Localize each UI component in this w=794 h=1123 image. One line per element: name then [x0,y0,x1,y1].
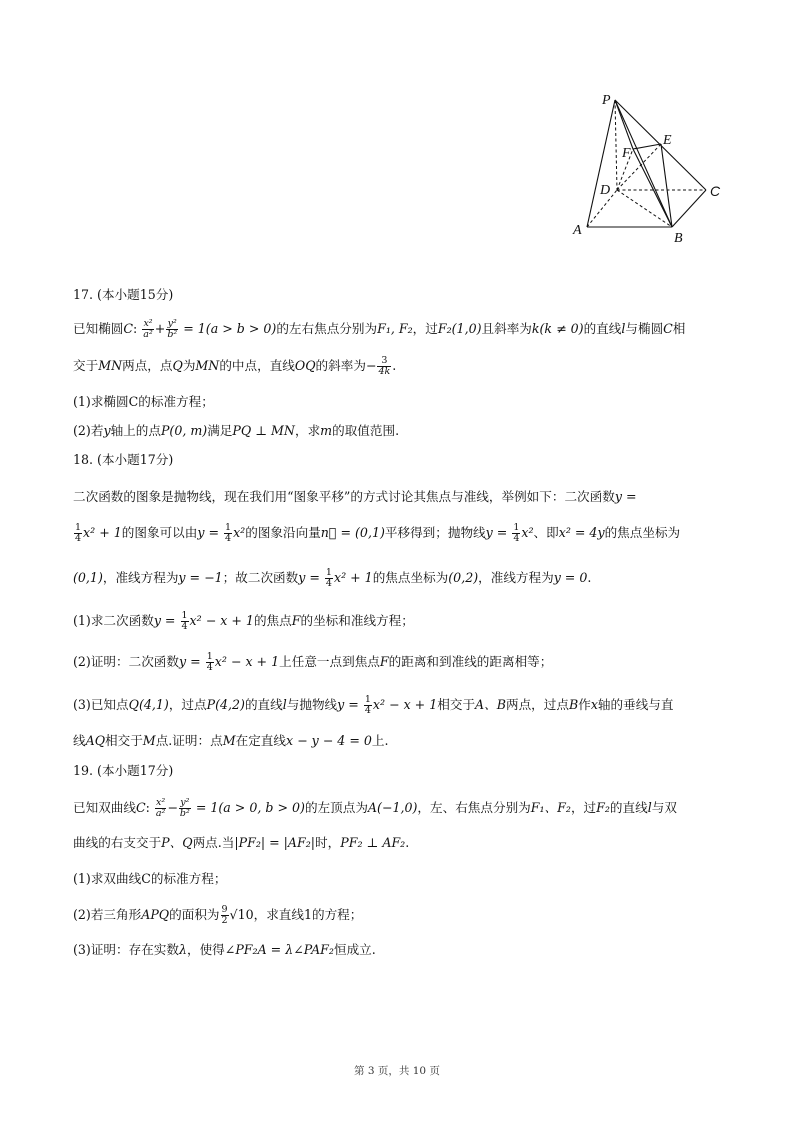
edge-PA [587,100,615,227]
label-P: P [602,93,611,108]
label-D: D [600,183,611,198]
edge-BC [672,190,706,227]
q17-line-1: 已知椭圆C: $\frac{\text{x²}}{\text{a²}}$ + $\frac{\text{y²}}{\text{b²}}$ = 1(a > b > 0)的左右焦点分别为F₁, F₂，过F₂(1,0)且斜率为k(k ≠ 0)的直线l与椭圆C相 [73,318,686,340]
q18-part-3-cont: 线AQ相交于M点.证明：点M在定直线x − y − 4 = 0上. [73,733,389,748]
edge-FB [633,149,672,227]
q19-line-1: 已知双曲线C: $\frac{\text{x²}}{\text{a²}}$ − $\frac{\text{y²}}{\text{b²}}$ = 1(a > 0, b > 0)的左顶点为A(−1,0)，左、右焦点分别为F₁、F₂，过F₂的直线l与双 [73,797,677,819]
q18-part-1: (1)求二次函数y = $\frac{1}{4}$ x² − x + 1的焦点F的坐标和准线方程； [73,610,414,632]
q18-heading: 18. (本小题17分) [73,452,174,467]
q18-line-2: $\frac{1}{4}$ x² + 1的图象可以由y = $\frac{1}{4}$ x²的图象沿向量n⃗ = (0,1)平移得到；抛物线y = $\frac{1}{4}$ x²、即x² = 4y的焦点坐标为 [75,522,681,544]
q18-line-3: (0,1)，准线方程为y = −1；故二次函数y = $\frac{1}{4}$ x² + 1的焦点坐标为(0,2)，准线方程为y = 0. [73,567,592,589]
q17-part-1: (1)求椭圆C的标准方程； [73,394,214,409]
q19-heading: 19. (本小题17分) [73,763,174,778]
page-footer: 第 3 页，共 10 页 [354,1065,440,1077]
q19-part-2: (2)若三角形APQ的面积为 $\frac{9}{2}$ √10，求直线1的方程； [73,904,363,926]
q18-line-1: 二次函数的图象是抛物线，现在我们用“图象平移”的方式讨论其焦点与准线，举例如下：二次函数y = [73,489,637,504]
label-C: C [710,183,721,199]
q17-line-2: 交于MN两点，点Q为MN的中点，直线OQ的斜率为− $\frac{3}{4k}$ . [73,355,397,377]
q19-part-3: (3)证明：存在实数λ，使得∠PF₂A = λ∠PAF₂恒成立. [73,942,376,957]
label-A: A [573,223,582,238]
label-F: F [622,146,631,161]
q18-part-3: (3)已知点Q(4,1)，过点P(4,2)的直线l与抛物线y = $\frac{1}{4}$ x² − x + 1相交于A、B两点，过点B作x轴的垂线与直 [73,694,674,716]
edge-PF [615,100,633,149]
edge-PD [615,100,617,190]
q19-part-1: (1)求双曲线C的标准方程； [73,871,227,886]
pyramid-figure [560,88,740,248]
label-E: E [663,133,672,148]
q17-heading: 17. (本小题15分) [73,287,174,302]
q19-line-2: 曲线的右支交于P、Q两点.当|PF₂| = |AF₂|时，PF₂ ⊥ AF₂. [73,835,410,850]
q18-part-2: (2)证明：二次函数y = $\frac{1}{4}$ x² − x + 1上任意一点到焦点F的距离和到准线的距离相等； [73,651,553,673]
label-B: B [674,231,683,246]
q17-part-2: (2)若y轴上的点P(0, m)满足PQ ⊥ MN，求m的取值范围. [73,423,400,438]
